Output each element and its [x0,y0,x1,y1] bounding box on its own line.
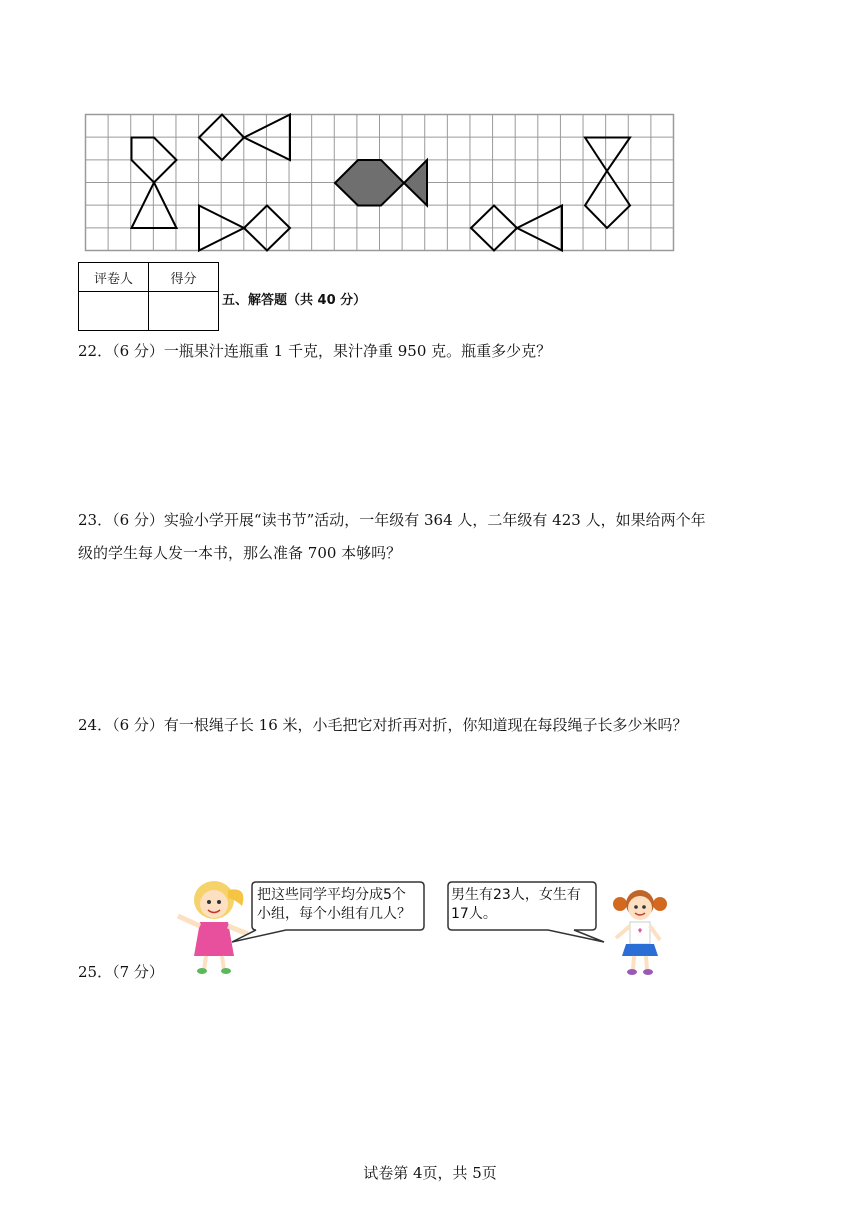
girl-right-illustration [608,882,672,978]
left-speech-line2: 小组，每个小组有几人？ [257,906,411,922]
left-speech-line1: 把这些同学平均分成5个 [257,887,406,903]
shaded-bowtie-right [404,160,427,206]
question-23-line2: 级的学生每人发一本书，那么准备 700 本够吗？ [78,544,402,562]
bowtie-shape-vertical-2 [585,138,630,172]
question-22: 22．（6 分）一瓶果汁连瓶重 1 千克，果汁净重 950 克。瓶重多少克？ [78,342,552,360]
question-24: 24．（6 分）有一根绳子长 16 米，小毛把它对折再对折，你知道现在每段绳子长多少米吗？ [78,716,688,734]
score-table [78,262,219,331]
question-23-line1: 23．（6 分）实验小学开展“读书节”活动，一年级有 364 人，二年级有 423 人，如果给两个年 [78,511,706,529]
reviewer-label: 评卷人 [79,263,149,292]
reviewer-cell[interactable] [79,292,149,331]
shaded-bowtie-left [335,160,404,206]
bowtie-shape-vertical-2-bottom [585,171,630,228]
score-label: 得分 [149,263,219,292]
grid-figure [84,113,676,253]
right-speech-line2: 17人。 [451,906,497,922]
section-title: 五、解答题（共 40 分） [222,293,367,308]
score-cell[interactable] [149,292,219,331]
question-25: 25．（7 分） [78,963,164,981]
page-footer: 试卷第 4页，共 5页 [363,1164,497,1182]
right-speech-line1: 男生有23人，女生有 [451,887,581,903]
